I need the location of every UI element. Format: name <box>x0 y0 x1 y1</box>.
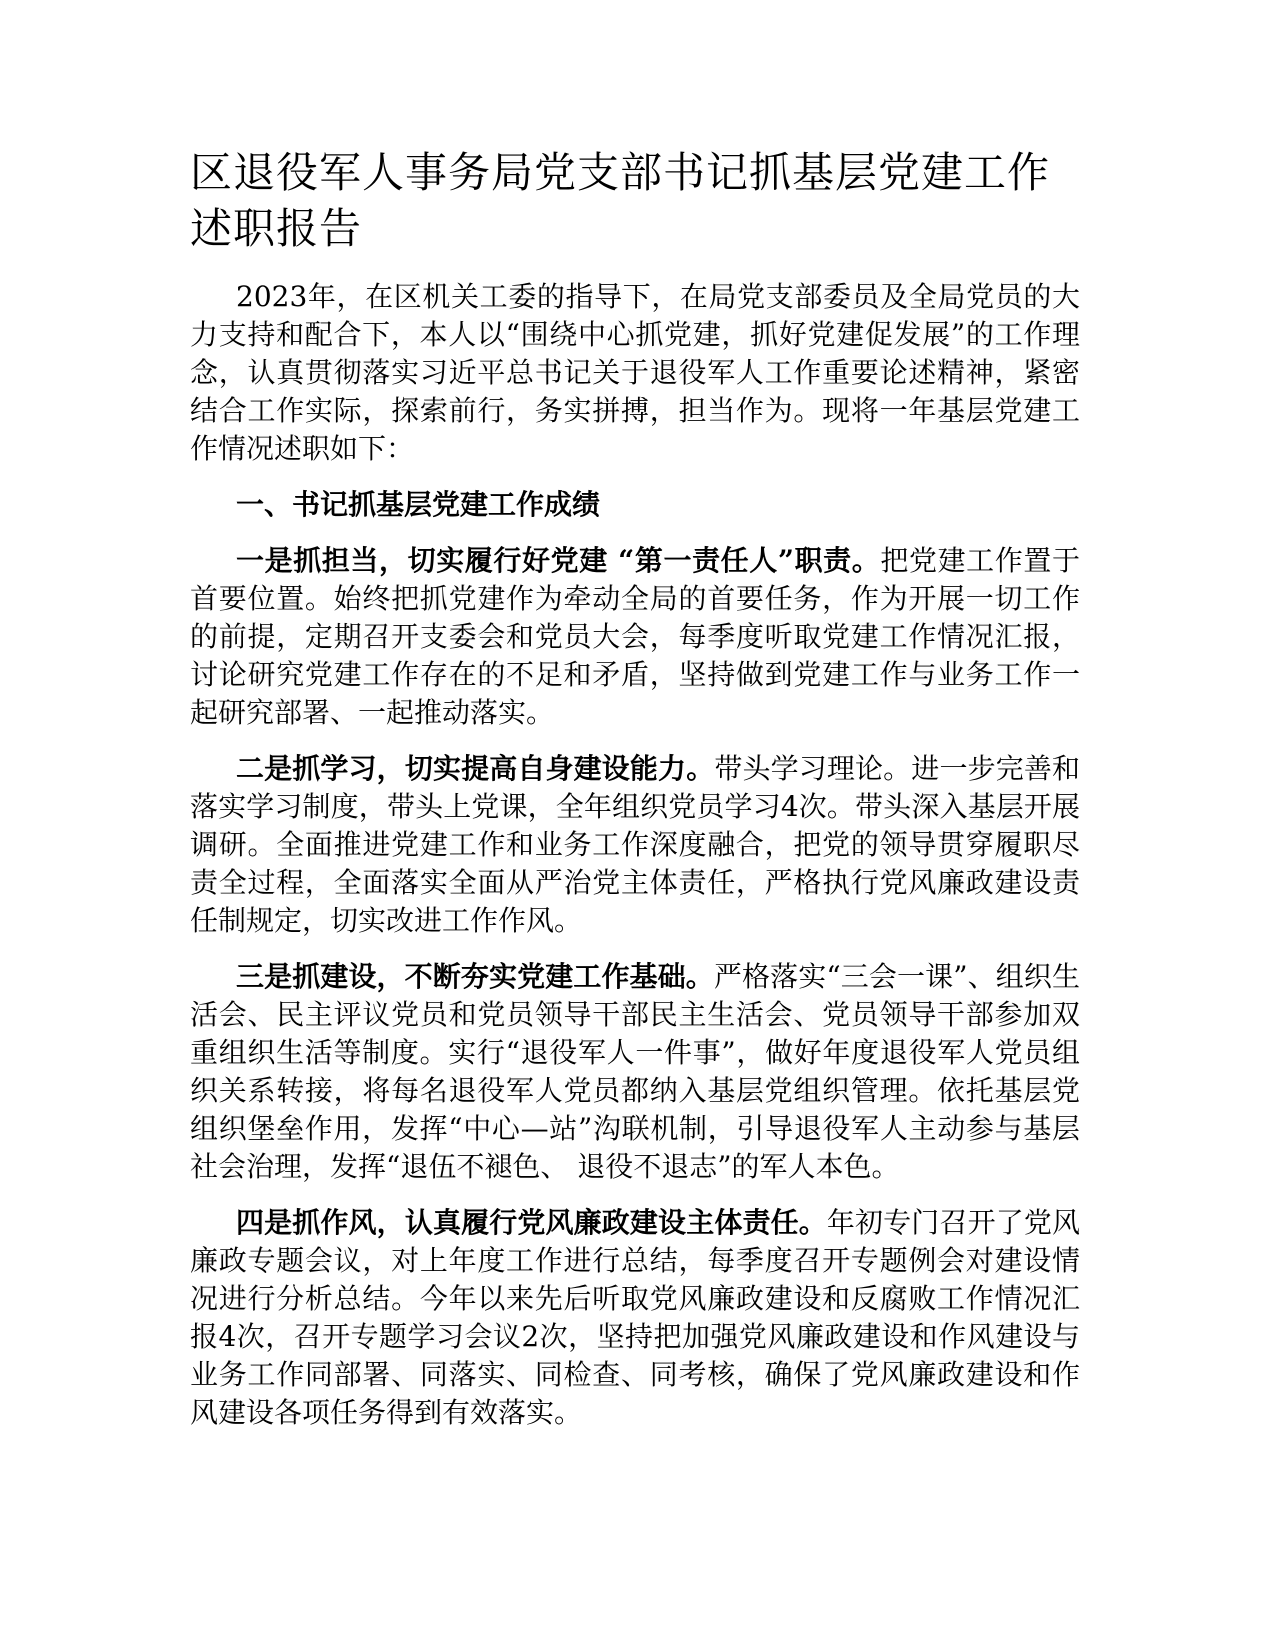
paragraph-1-text: 把党建工作置于首要位置。始终把抓党建作为牵动全局的首要任务，作为开展一切工作的前提，定期召开支委会和党员大会，每季度听取党建工作情况汇报，讨论研究党建工作存在的不足和矛盾，坚持做到党建工作与业务工作一起研究部署、一起推动落实。 <box>190 544 1080 729</box>
paragraph-1-lead: 一是抓担当，切实履行好党建 “第一责任人”职责。 <box>236 544 881 577</box>
paragraph-3-lead: 三是抓建设，不断夯实党建工作基础。 <box>236 960 714 993</box>
paragraph-2-lead: 二是抓学习，切实提高自身建设能力。 <box>236 752 715 785</box>
paragraph-4-text: 年初专门召开了党风廉政专题会议，对上年度工作进行总结，每季度召开专题例会对建设情况进行分析总结。今年以来先后听取党风廉政建设和反腐败工作情况汇报4次，召开专题学习会议2次，坚持把加强党风廉政建设和作风建设与业务工作同部署、同落实、同检查、同考核，确保了党风廉政建设和作风建设各项任务得到有效落实。 <box>190 1206 1080 1429</box>
paragraph-4 <box>190 1204 1080 1432</box>
paragraph-4-lead: 四是抓作风，认真履行党风廉政建设主体责任。 <box>236 1206 827 1239</box>
paragraph-3 <box>190 958 1080 1186</box>
intro-paragraph: 2023年，在区机关工委的指导下，在局党支部委员及全局党员的大力支持和配合下，本人以“围绕中心抓党建，抓好党建促发展”的工作理念，认真贯彻落实习近平总书记关于退役军人工作重要论述精神，紧密结合工作实际，探索前行，务实拼搏，担当作为。现将一年基层党建工作情况述职如下： <box>190 280 1080 465</box>
document-body <box>190 278 1080 1450</box>
section-heading: 一、书记抓基层党建工作成绩 <box>236 488 601 521</box>
paragraph-2-text: 带头学习理论。进一步完善和落实学习制度，带头上党课，全年组织党员学习4次。带头深入基层开展调研。全面推进党建工作和业务工作深度融合，把党的领导贯穿履职尽责全过程，全面落实全面从严治党主体责任，严格执行党风廉政建设责任制规定，切实改进工作作风。 <box>190 752 1080 937</box>
paragraph-1 <box>190 542 1080 732</box>
paragraph-3-text: 严格落实“三会一课”、组织生活会、民主评议党员和党员领导干部民主生活会、党员领导干部参加双重组织生活等制度。实行“退役军人一件事”，做好年度退役军人党员组织关系转接，将每名退役军人党员都纳入基层党组织管理。依托基层党组织堡垒作用，发挥“中心—站”沟联机制，引导退役军人主动参与基层社会治理，发挥“退伍不褪色、 退役不退志”的军人本色。 <box>190 960 1080 1183</box>
paragraph-2 <box>190 750 1080 940</box>
document-title: 区退役军人事务局党支部书记抓基层党建工作述职报告 <box>190 148 1051 253</box>
